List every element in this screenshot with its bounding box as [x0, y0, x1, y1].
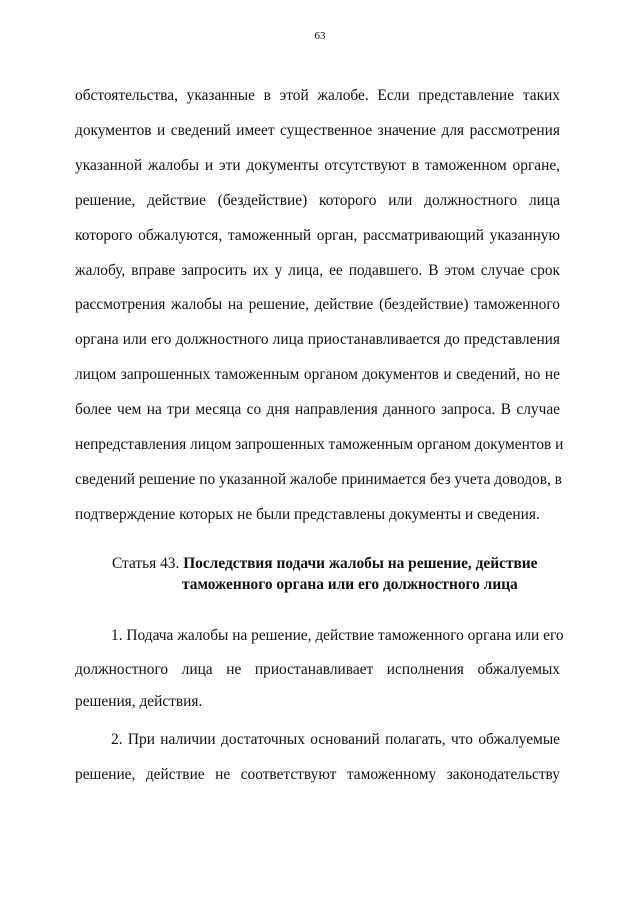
- page-number: 63: [314, 30, 326, 42]
- text-line: 2. При наличии достаточных оснований полагать, что обжалуемые: [111, 731, 560, 748]
- text-line: указанной жалобы и эти документы отсутствуют в таможенном органе,: [75, 157, 560, 174]
- text-line: решения, действия.: [75, 693, 203, 710]
- text-line: непредставления лицом запрошенных таможенным органом документов и: [75, 436, 564, 453]
- text-line: сведений решение по указанной жалобе принимается без учета доводов, в: [75, 471, 562, 488]
- text-line: органа или его должностного лица приостанавливается до представления: [75, 331, 560, 348]
- text-line: которого обжалуются, таможенный орган, рассматривающий указанную: [75, 227, 560, 244]
- article-number: Статья 43.: [112, 555, 180, 572]
- text-line: 1. Подача жалобы на решение, действие таможенного органа или его: [111, 627, 564, 644]
- text-line: рассмотрения жалобы на решение, действие (бездействие) таможенного: [75, 296, 560, 313]
- text-line: обстоятельства, указанные в этой жалобе. Если представление таких: [75, 87, 560, 104]
- text-line: документов и сведений имеет существенное значение для рассмотрения: [75, 122, 560, 139]
- text-line: решение, действие не соответствуют таможенному законодательству: [75, 766, 560, 783]
- text-line: лицом запрошенных таможенным органом документов и сведений, но не: [75, 366, 560, 383]
- text-line: подтверждение которых не были представлены документы и сведения.: [75, 506, 540, 523]
- text-line: решение, действие (бездействие) которого или должностного лица: [75, 192, 560, 209]
- article-title-line-1: Последствия подачи жалобы на решение, действие: [183, 555, 538, 572]
- article-title-line-2: таможенного органа или его должностного лица: [182, 576, 518, 593]
- text-line: жалобу, вправе запросить их у лица, ее подавшего. В этом случае срок: [75, 262, 560, 279]
- text-line: более чем на три месяца со дня направления данного запроса. В случае: [75, 401, 560, 418]
- text-line: должностного лица не приостанавливает исполнения обжалуемых: [75, 661, 560, 678]
